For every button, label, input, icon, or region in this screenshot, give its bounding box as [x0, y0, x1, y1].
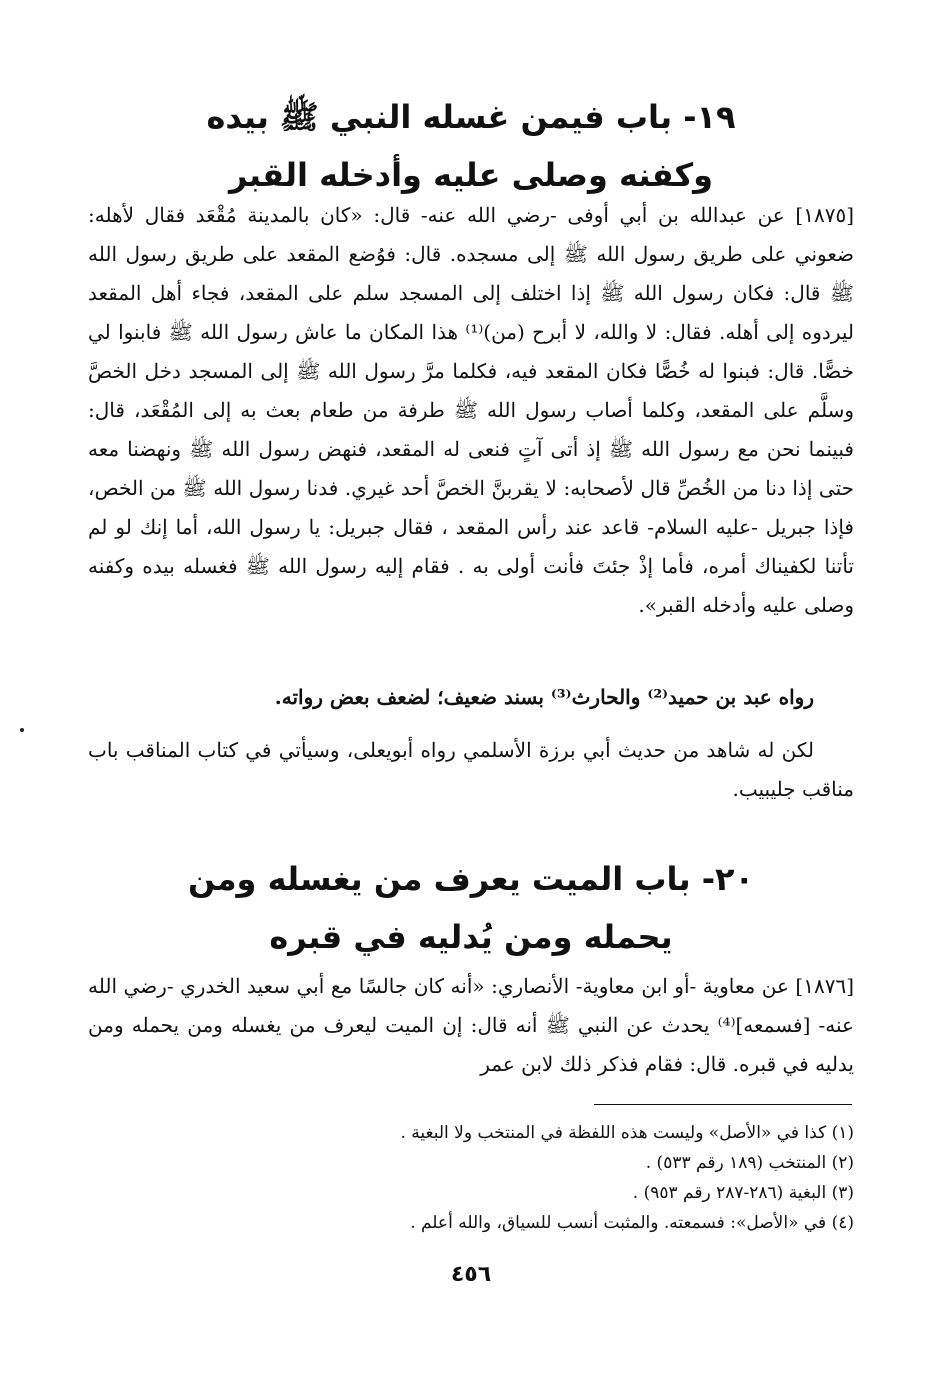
section-20-heading	[100, 850, 842, 966]
section-20-title-line-2: يحمله ومن يُدليه في قبره	[269, 918, 673, 956]
margin-speck	[20, 728, 24, 732]
page-number: ٤٥٦	[450, 1262, 492, 1287]
footnote-3: (٣) البغية (٢٨٦-٢٨٧ رقم ٩٥٣) .	[632, 1183, 854, 1203]
hadith-1876-text: [١٨٧٦] عن معاوية -أو ابن معاوية- الأنصاري: «أنه كان جالسًا مع أبي سعيد الخدري -رضي الله عنه- [فسمعه]⁽⁴⁾ يحدث عن النبي ﷺ أنه قال: إن الميت ليعرف من يغسله ومن يحمله ومن يدليه في قبره. قال: فقام فذكر ذلك لابن عمر	[88, 974, 854, 1076]
section-19-heading	[100, 88, 842, 204]
section-20-title-line-1: ٢٠- باب الميت يعرف من يغسله ومن	[187, 860, 755, 898]
hadith-1875-narration: رواه عبد بن حميد⁽²⁾ والحارث⁽³⁾ بسند ضعيف؛ لضعف بعض رواته.	[274, 685, 814, 709]
footnote-separator	[594, 1104, 852, 1105]
section-19-title-line-1: ١٩- باب فيمن غسله النبي ﷺ بيده	[206, 98, 736, 136]
hadith-1875-text: [١٨٧٥] عن عبدالله بن أبي أوفى -رضي الله عنه- قال: «كان بالمدينة مُقْعَد فقال لأهله: ضعوني على طريق رسول الله ﷺ إلى مسجده. قال: فوُضع المقعد على طريق رسول الله ﷺ قال: فكان رسول الله ﷺ إذا اختلف إلى المسجد سلم على المقعد، فجاء أهل المقعد ليردوه إلى أهله. فقال: لا والله، لا أبرح (من)⁽¹⁾ هذا المكان ما عاش رسول الله ﷺ فابنوا لي خصًّا. قال: فبنوا له خُصًّا فكان المقعد فيه، فكلما مرَّ رسول الله ﷺ إلى المسجد دخل الخصَّ وسلَّم على المقعد، وكلما أصاب رسول الله ﷺ طرفة من طعام بعث به إلى المُقْعَد، قال: فبينما نحن مع رسول الله ﷺ إذ أتى آتٍ فنعى له المقعد، فنهض رسول الله ﷺ ونهضنا معه حتى إذا دنا من الخُصِّ قال لأصحابه: لا يقربنَّ الخصَّ أحد غيري. فدنا رسول الله ﷺ من الخص، فإذا جبريل -عليه السلام- قاعد عند رأس المقعد ، فقال جبريل: يا رسول الله، أما إنك لو لم تأتنا لكفيناك أمره، فأما إذْ جئتَ فأنت أولى به . فقام إليه رسول الله ﷺ فغسله بيده وكفنه وصلى عليه وأدخله القبر».	[88, 203, 854, 617]
footnote-2: (٢) المنتخب (١٨٩ رقم ٥٣٣) .	[645, 1153, 854, 1173]
footnotes-list	[300, 1118, 854, 1238]
section-19-title-line-2: وكفنه وصلى عليه وأدخله القبر	[229, 156, 713, 194]
footnote-1: (١) كذا في «الأصل» وليست هذه اللفظة في المنتخب ولا البغية .	[400, 1123, 854, 1143]
footnote-4: (٤) في «الأصل»: فسمعته. والمثبت أنسب للسياق، والله أعلم .	[410, 1213, 854, 1233]
hadith-1875-comment: لكن له شاهد من حديث أبي برزة الأسلمي رواه أبويعلى، وسيأتي في كتاب المناقب باب مناقب جليبيب.	[88, 738, 854, 801]
